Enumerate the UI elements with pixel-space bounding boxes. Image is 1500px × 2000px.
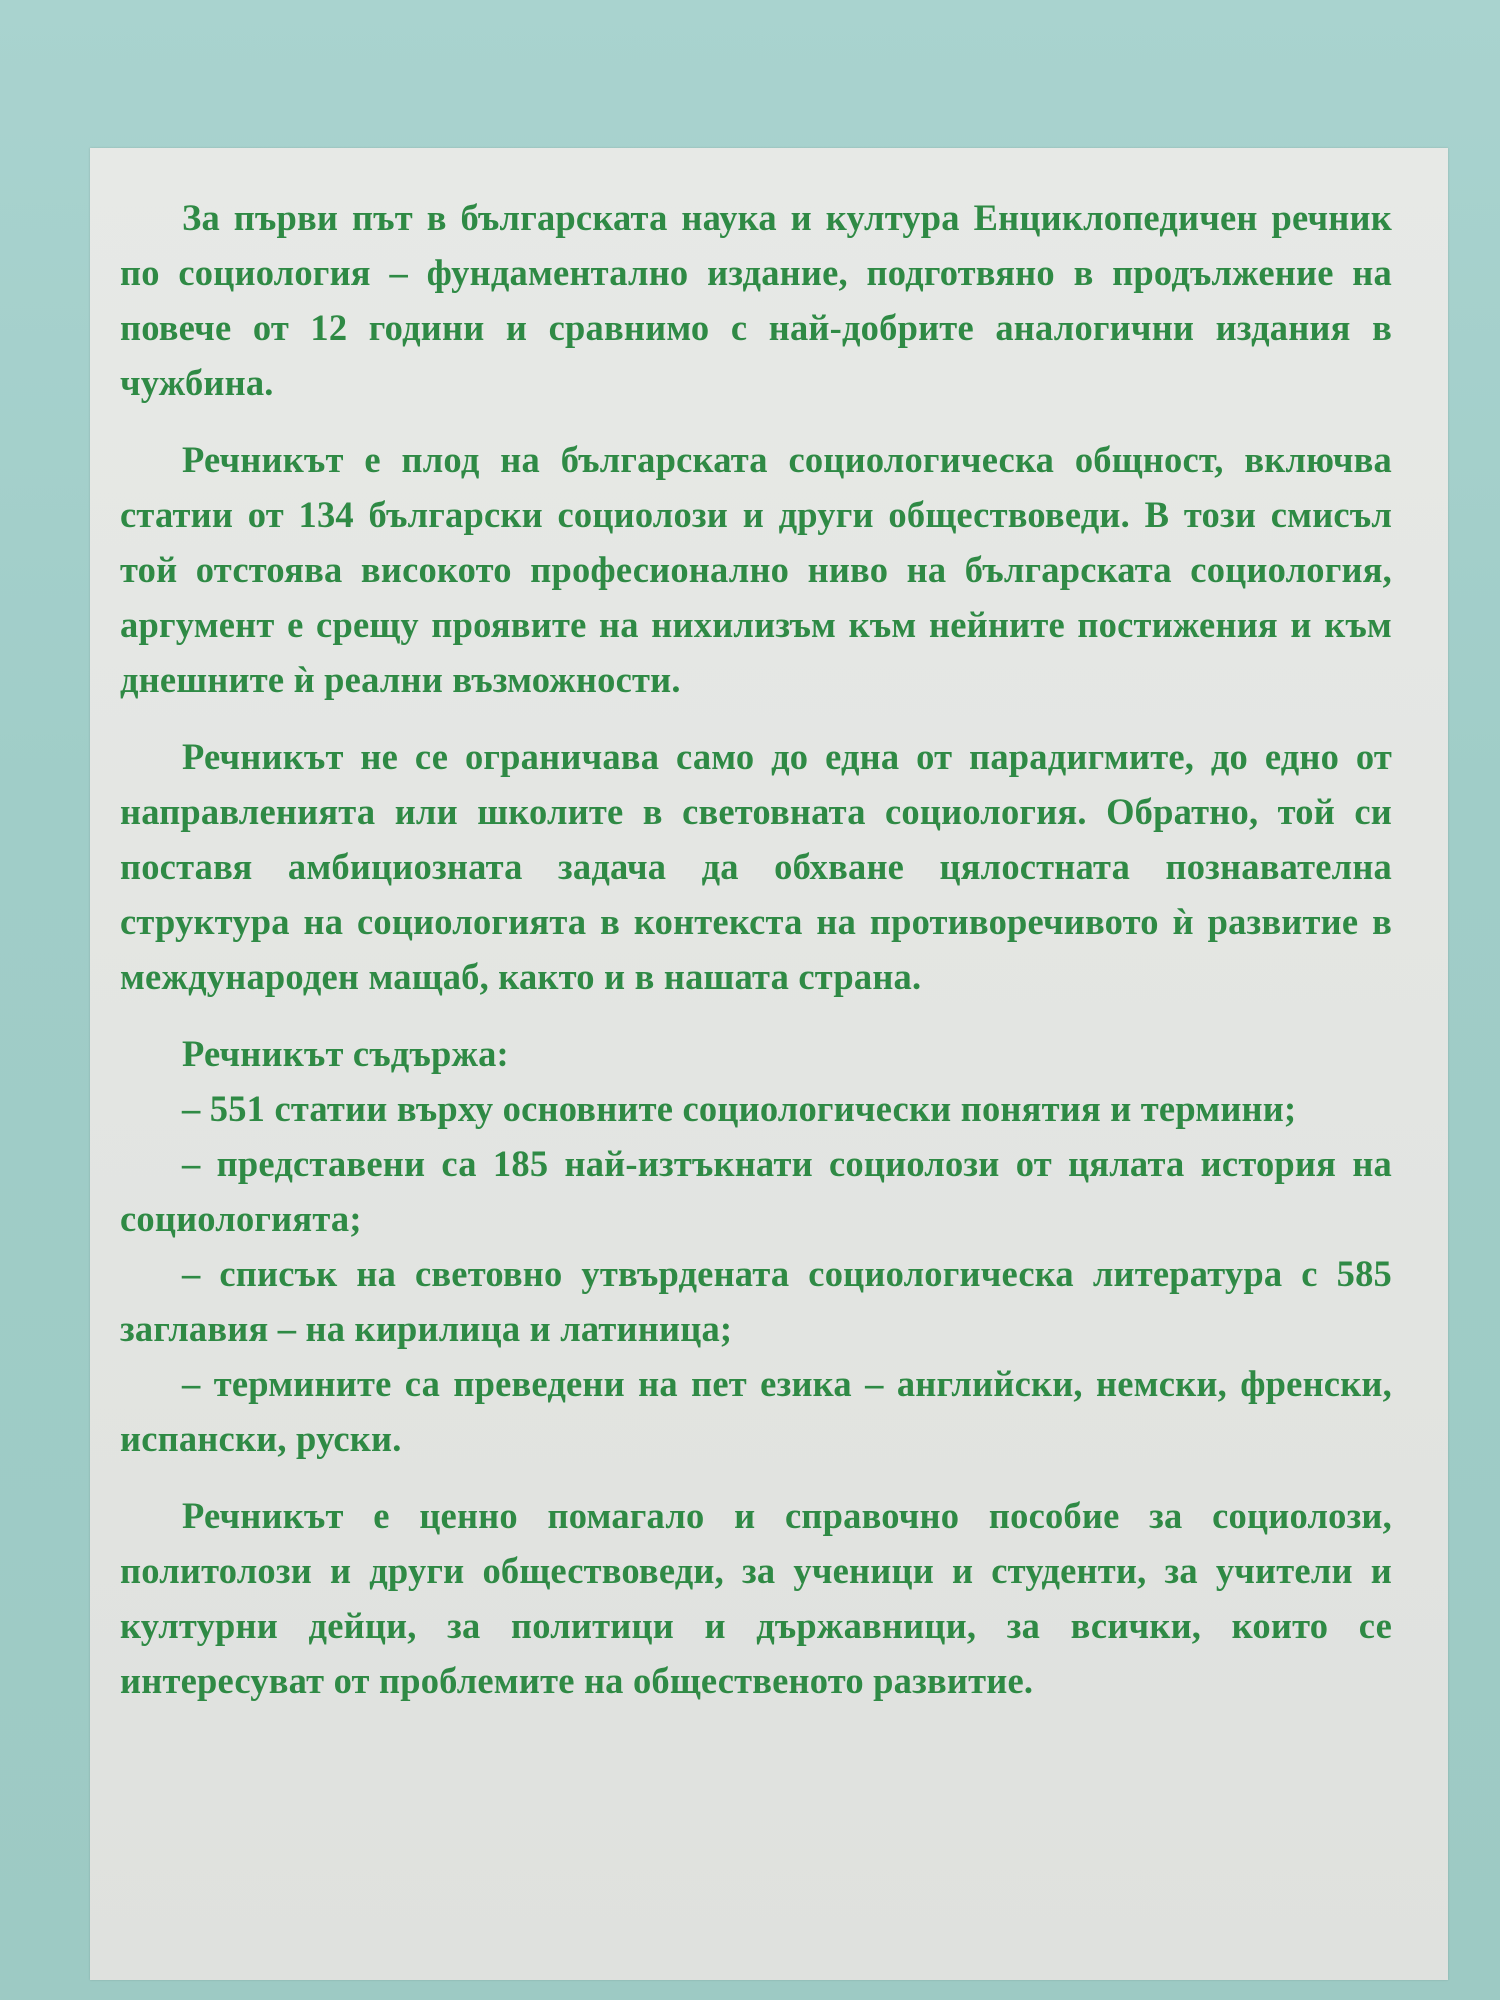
paragraph-community: Речникът е плод на българската социологическа общност, включва статии от 134 български социолози и други обществоведи. В този смисъл той отстоява високото професионално ниво на българската социология, аргумент е срещу проявите на нихилизъм към нейните постижения и към днешните ѝ реални възможности.	[120, 439, 1392, 700]
blurb-text	[120, 190, 1392, 1708]
contents-list	[120, 1026, 1392, 1466]
list-item: – 551 статии върху основните социологически понятия и термини;	[182, 1088, 1297, 1129]
list-item: – списък на световно утвърдената социологическа литература с 585 заглавия – на кирилица и латиница;	[120, 1253, 1392, 1349]
paragraph-closing: Речникът е ценно помагало и справочно пособие за социолози, политолози и други обществоведи, за ученици и студенти, за учители и културни дейци, за политици и държавници, за всички, които се интересуват от проблемите на общественото развитие.	[120, 1495, 1392, 1701]
list-item: – термините са преведени на пет езика – английски, немски, френски, испански, руски.	[120, 1363, 1392, 1459]
list-item: – представени са 185 най-изтъкнати социолози от цялата история на социологията;	[120, 1143, 1392, 1239]
contents-heading: Речникът съдържа:	[182, 1033, 509, 1074]
paragraph-scope: Речникът не се ограничава само до една от парадигмите, до едно от направленията или школите в световната социология. Обратно, той си поставя амбициозната задача да обхване цялостната познавателна структура на социологията в контекста на противоречивото ѝ развитие в международен мащаб, както и в нашата страна.	[120, 736, 1392, 997]
text-panel	[90, 148, 1448, 1980]
paragraph-intro: За първи път в българската наука и култура Енциклопедичен речник по социология – фундаментално издание, подготвяно в продължение на повече от 12 години и сравнимо с най-добрите аналогични издания в чужбина.	[120, 197, 1392, 403]
